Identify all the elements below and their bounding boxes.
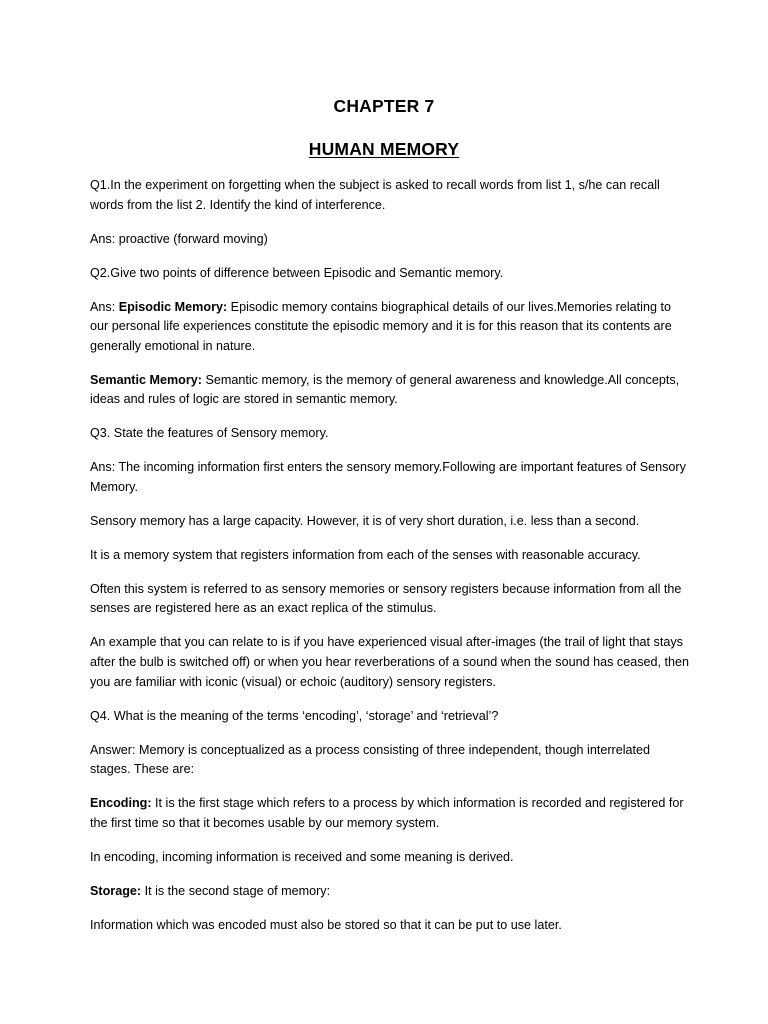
answer-3-paragraph-3: Often this system is referred to as sensory memories or sensory registers because information from all the senses are registered here as an exact replica of the stimulus. xyxy=(90,581,682,616)
document-body xyxy=(90,176,690,950)
question-3: Q3. State the features of Sensory memory. xyxy=(90,426,329,441)
answer-3: Ans: The incoming information first enters the sensory memory.Following are important features of Sensory Memory. xyxy=(90,460,686,494)
answer-4: Answer: Memory is conceptualized as a process consisting of three independent, though interrelated stages. These are: xyxy=(90,742,651,777)
storage-paragraph xyxy=(90,882,690,902)
encoding-label: Encoding: xyxy=(90,796,152,811)
semantic-text: Semantic memory, is the memory of general awareness and knowledge.All concepts, ideas and rules of logic are stored in semantic memory. xyxy=(90,372,680,407)
question-4: Q4. What is the meaning of the terms ‘encoding’, ‘storage’ and ‘retrieval’? xyxy=(90,708,499,723)
page-title: HUMAN MEMORY xyxy=(308,139,460,159)
answer-3-paragraph-4: An example that you can relate to is if you have experienced visual after-images (the trail of light that stays after the bulb is switched off) or when you hear reverberations of a sound when the sound has ceased, then you are familiar with iconic (visual) or echoic (auditory) sensory registers. xyxy=(90,635,690,689)
chapter-heading: CHAPTER 7 xyxy=(333,96,435,116)
answer-3-paragraph-2: It is a memory system that registers information from each of the senses with reasonable accuracy. xyxy=(90,547,641,562)
answer-prefix: Ans: xyxy=(90,299,119,314)
episodic-label: Episodic Memory: xyxy=(118,299,228,314)
encoding-paragraph-2: In encoding, incoming information is received and some meaning is derived. xyxy=(90,849,514,864)
encoding-text: It is the first stage which refers to a process by which information is recorded and registered for the first time so that it becomes usable by our memory system. xyxy=(90,796,684,830)
answer-1: Ans: proactive (forward moving) xyxy=(90,231,268,246)
answer-2-episodic xyxy=(90,298,690,357)
episodic-text: Episodic memory contains biographical details of our lives.Memories relating to our personal life experiences constitute the episodic memory and it is for this reason that its contents are generally emotional in nature. xyxy=(90,299,672,353)
answer-2-semantic xyxy=(90,371,690,410)
encoding-paragraph xyxy=(90,794,690,833)
question-2: Q2.Give two points of difference between Episodic and Semantic memory. xyxy=(90,265,504,280)
semantic-label: Semantic Memory: xyxy=(90,372,202,387)
answer-3-paragraph-1: Sensory memory has a large capacity. However, it is of very short duration, i.e. less than a second. xyxy=(90,513,640,528)
storage-label: Storage: xyxy=(90,883,142,898)
storage-paragraph-2: Information which was encoded must also be stored so that it can be put to use later. xyxy=(90,917,562,932)
storage-text: It is the second stage of memory: xyxy=(141,883,331,898)
question-1: Q1.In the experiment on forgetting when the subject is asked to recall words from list 1, s/he can recall words from the list 2. Identify the kind of interference. xyxy=(90,178,660,212)
